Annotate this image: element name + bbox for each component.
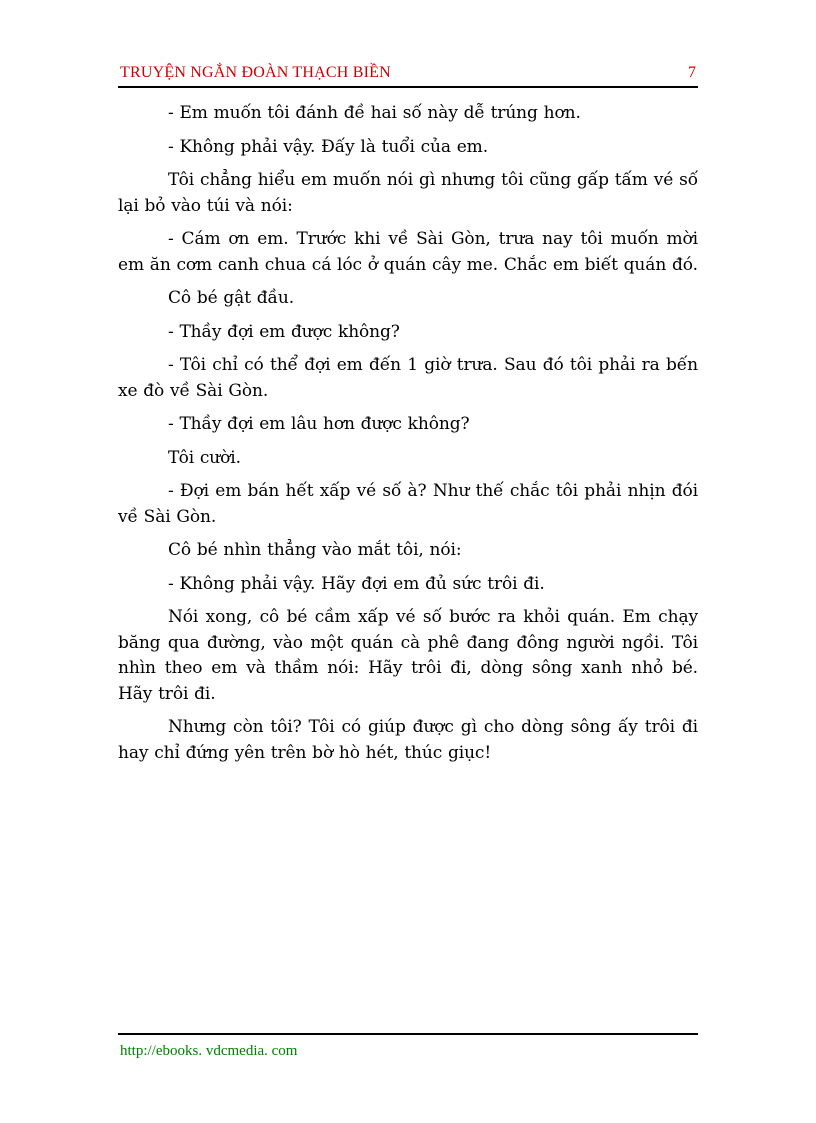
paragraph: - Thầy đợi em được không?: [168, 321, 400, 342]
paragraph: Cô bé gật đầu.: [168, 288, 294, 308]
paragraph: - Tôi chỉ có thể đợi em đến 1 giờ trưa. Sau đó tôi phải ra bến xe đò về Sài Gòn.: [118, 355, 698, 401]
paragraph: Tôi chẳng hiểu em muốn nói gì nhưng tôi cũng gấp tấm vé số lại bỏ vào túi và nói:: [118, 170, 698, 216]
paragraph: - Đợi em bán hết xấp vé số à? Như thế chắc tôi phải nhịn đói về Sài Gòn.: [118, 481, 698, 527]
paragraph: - Cám ơn em. Trước khi về Sài Gòn, trưa nay tôi muốn mời em ăn cơm canh chua cá lóc ở quán cây me. Chắc em biết quán đó.: [118, 229, 698, 275]
book-title: TRUYỆN NGẮN ĐOÀN THẠCH BIỀN: [120, 64, 391, 81]
footer-link[interactable]: http://ebooks. vdcmedia. com: [120, 1043, 298, 1059]
story-body: [118, 101, 698, 774]
paragraph: - Không phải vậy. Hãy đợi em đủ sức trôi đi.: [168, 573, 545, 594]
paragraph: Tôi cười.: [168, 447, 241, 468]
paragraph: - Em muốn tôi đánh đề hai số này dễ trúng hơn.: [168, 103, 581, 123]
paragraph: Nói xong, cô bé cầm xấp vé số bước ra khỏi quán. Em chạy băng qua đường, vào một quán cà phê đang đông người ngồi. Tôi nhìn theo em và thầm nói: Hãy trôi đi, dòng sông xanh nhỏ bé. Hãy trôi đi.: [118, 607, 698, 704]
page-number: 7: [688, 64, 696, 81]
paragraph: Cô bé nhìn thẳng vào mắt tôi, nói:: [168, 540, 462, 560]
paragraph: - Không phải vậy. Đấy là tuổi của em.: [168, 136, 489, 157]
paragraph: Nhưng còn tôi? Tôi có giúp được gì cho dòng sông ấy trôi đi hay chỉ đứng yên trên bờ hò hét, thúc giục!: [118, 717, 698, 763]
page-header: [118, 62, 698, 88]
footer-divider: [118, 1033, 698, 1035]
paragraph: - Thầy đợi em lâu hơn được không?: [168, 414, 470, 434]
